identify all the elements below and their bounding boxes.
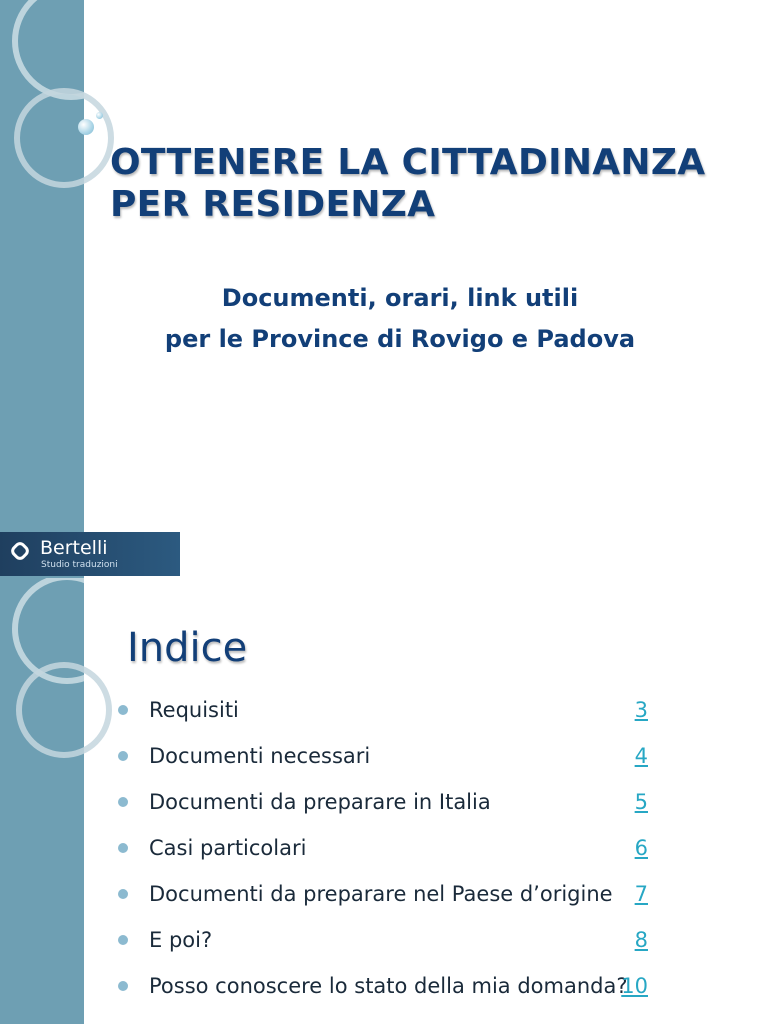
- decorative-ring: [14, 88, 114, 188]
- decorative-bubble: [78, 119, 94, 135]
- bertelli-logo: [0, 532, 180, 576]
- index-page-link[interactable]: 3: [634, 698, 648, 722]
- index-item: [118, 696, 678, 742]
- subtitle-line-2: per le Province di Rovigo e Padova: [164, 325, 636, 353]
- index-item-label: E poi?: [149, 928, 213, 952]
- index-list: [118, 696, 678, 1018]
- index-title: Indice: [127, 625, 248, 671]
- index-item-label: Posso conoscere lo stato della mia domanda?: [149, 974, 628, 998]
- index-page-link[interactable]: 10: [621, 974, 648, 998]
- index-item: [118, 742, 678, 788]
- subtitle-line-1: Documenti, orari, link utili: [221, 284, 579, 312]
- logo-diamond-icon: [9, 540, 32, 563]
- index-item: [118, 834, 678, 880]
- index-item: [118, 788, 678, 834]
- index-item-label: Casi particolari: [149, 836, 307, 860]
- bullet-icon: [118, 705, 128, 715]
- index-item-label: Documenti da preparare nel Paese d’origine: [149, 882, 613, 906]
- bullet-icon: [118, 889, 128, 899]
- decorative-bubble: [96, 112, 103, 119]
- bullet-icon: [118, 981, 128, 991]
- index-slide: [0, 578, 768, 1024]
- index-item: [118, 880, 678, 926]
- bullet-icon: [118, 797, 128, 807]
- logo-tagline: Studio traduzioni: [41, 560, 118, 570]
- index-page-link[interactable]: 8: [634, 928, 648, 952]
- index-page-link[interactable]: 4: [634, 744, 648, 768]
- index-page-link[interactable]: 6: [634, 836, 648, 860]
- subtitle: [100, 278, 700, 360]
- bullet-icon: [118, 843, 128, 853]
- bullet-icon: [118, 935, 128, 945]
- index-item-label: Documenti da preparare in Italia: [149, 790, 491, 814]
- logo-name: Bertelli: [40, 537, 108, 559]
- title-line-1: OTTENERE LA CITTADINANZA: [110, 142, 706, 183]
- index-item: [118, 972, 678, 1018]
- page-title: [110, 142, 750, 226]
- index-item: [118, 926, 678, 972]
- index-item-label: Documenti necessari: [149, 744, 371, 768]
- title-line-2: PER RESIDENZA: [110, 184, 436, 225]
- index-page-link[interactable]: 7: [634, 882, 648, 906]
- index-page-link[interactable]: 5: [634, 790, 648, 814]
- index-item-label: Requisiti: [149, 698, 239, 722]
- decorative-ring: [16, 662, 112, 758]
- bullet-icon: [118, 751, 128, 761]
